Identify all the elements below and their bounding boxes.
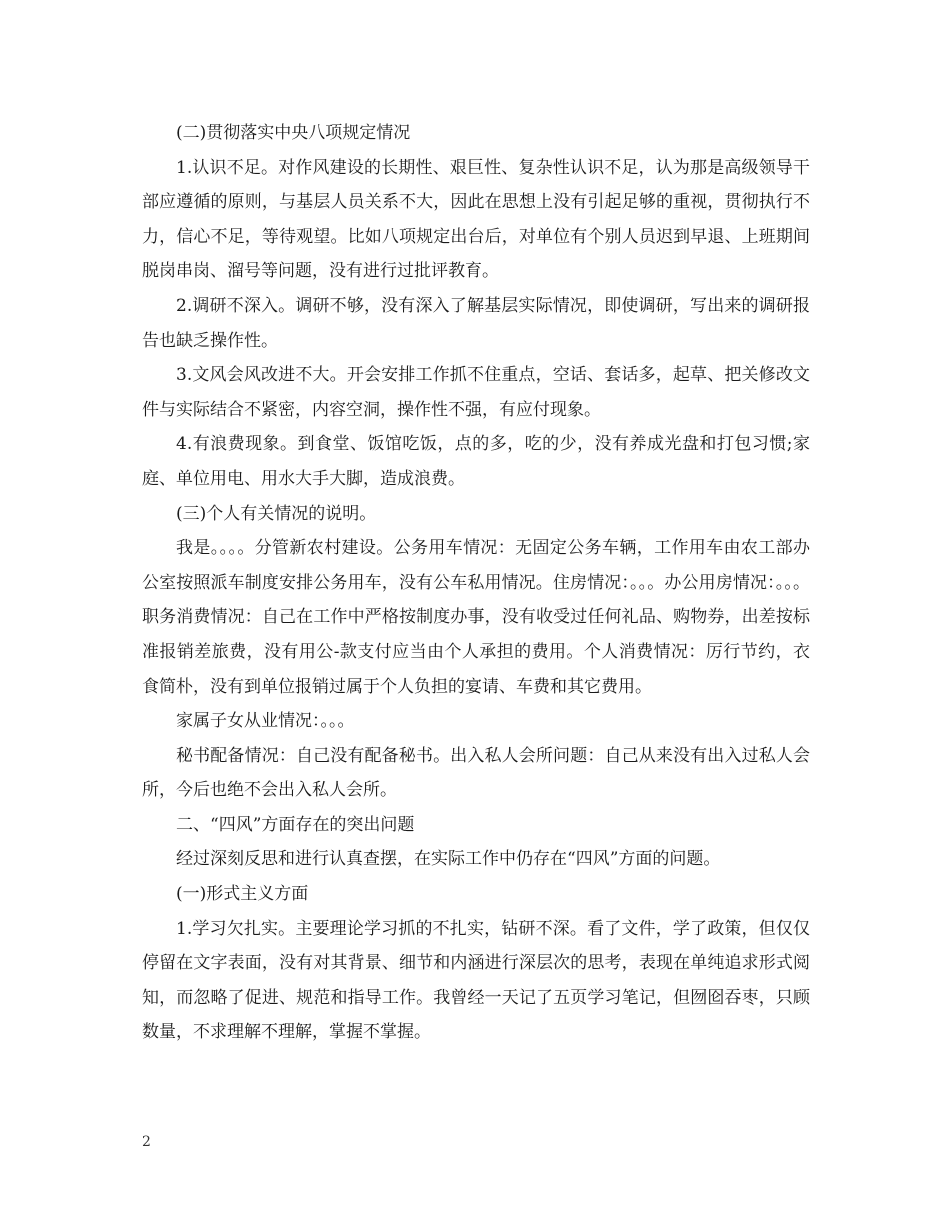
paragraph-writing-meeting-style: 3.文风会风改进不大。开会安排工作抓不住重点，空话、套话多，起草、把关修改文件与实际结合不紧密，内容空洞，操作性不强，有应付现象。 — [142, 365, 810, 420]
paragraph-waste: 4.有浪费现象。到食堂、饭馆吃饭，点的多，吃的少，没有养成光盘和打包习惯;家庭、单位用电、用水大手大脚，造成浪费。 — [142, 434, 810, 489]
paragraph-research-not-deep: 2.调研不深入。调研不够，没有深入了解基层实际情况，即使调研，写出来的调研报告也缺乏操作性。 — [142, 295, 810, 351]
page-number: 2 — [142, 1134, 151, 1150]
paragraph-reflection: 经过深刻反思和进行认真查摆，在实际工作中仍存在“四风”方面的问题。 — [176, 849, 721, 870]
section-heading-eight-rules: (二)贯彻落实中央八项规定情况 — [176, 123, 411, 143]
paragraph-insufficient-awareness: 1.认识不足。对作风建设的长期性、艰巨性、复杂性认识不足，认为那是高级领导干部应遵循的原则，与基层人员关系不大，因此在思想上没有引起足够的重视，贯彻执行不力，信心不足，等待观望。比如八项规定出台后，对单位有个别人员迟到早退、上班期间脱岗串岗、溜号等问题，没有进行过批评教育。 — [142, 157, 810, 282]
paragraph-secretary-clubs: 秘书配备情况：自己没有配备秘书。出入私人会所问题：自己从来没有出入过私人会所，今后也绝不会出入私人会所。 — [142, 745, 810, 801]
section-heading-formalism: (一)形式主义方面 — [176, 884, 309, 905]
page-body — [142, 116, 810, 1050]
section-heading-four-winds: 二、“四风”方面存在的突出问题 — [176, 814, 415, 835]
paragraph-family-employment: 家属子女从业情况：。。。 — [176, 711, 355, 732]
section-heading-personal-situation: (三)个人有关情况的说明。 — [176, 503, 377, 524]
paragraph-personal-details: 我是。。。。分管新农村建设。公务用车情况：无固定公务车辆，工作用车由农工部办公室按照派车制度安排公务用车，没有公车私用情况。住房情况：。。。办公用房情况：。。。职务消费情况：自己在工作中严格按制度办事，没有收受过任何礼品、购物券，出差按标准报销差旅费，没有用公-款支付应当由个人承担的费用。个人消费情况：厉行节约，衣食简朴，没有到单位报销过属于个人负担的宴请、车费和其它费用。 — [142, 538, 810, 697]
paragraph-study-not-solid: 1.学习欠扎实。主要理论学习抓的不扎实，钻研不深。看了文件，学了政策，但仅仅停留在文字表面，没有对其背景、细节和内涵进行深层次的思考，表现在单纯追求形式阅知，而忽略了促进、规范和指导工作。我曾经一天记了五页学习笔记，但囫囵吞枣，只顾数量，不求理解不理解，掌握不掌握。 — [142, 918, 810, 1043]
